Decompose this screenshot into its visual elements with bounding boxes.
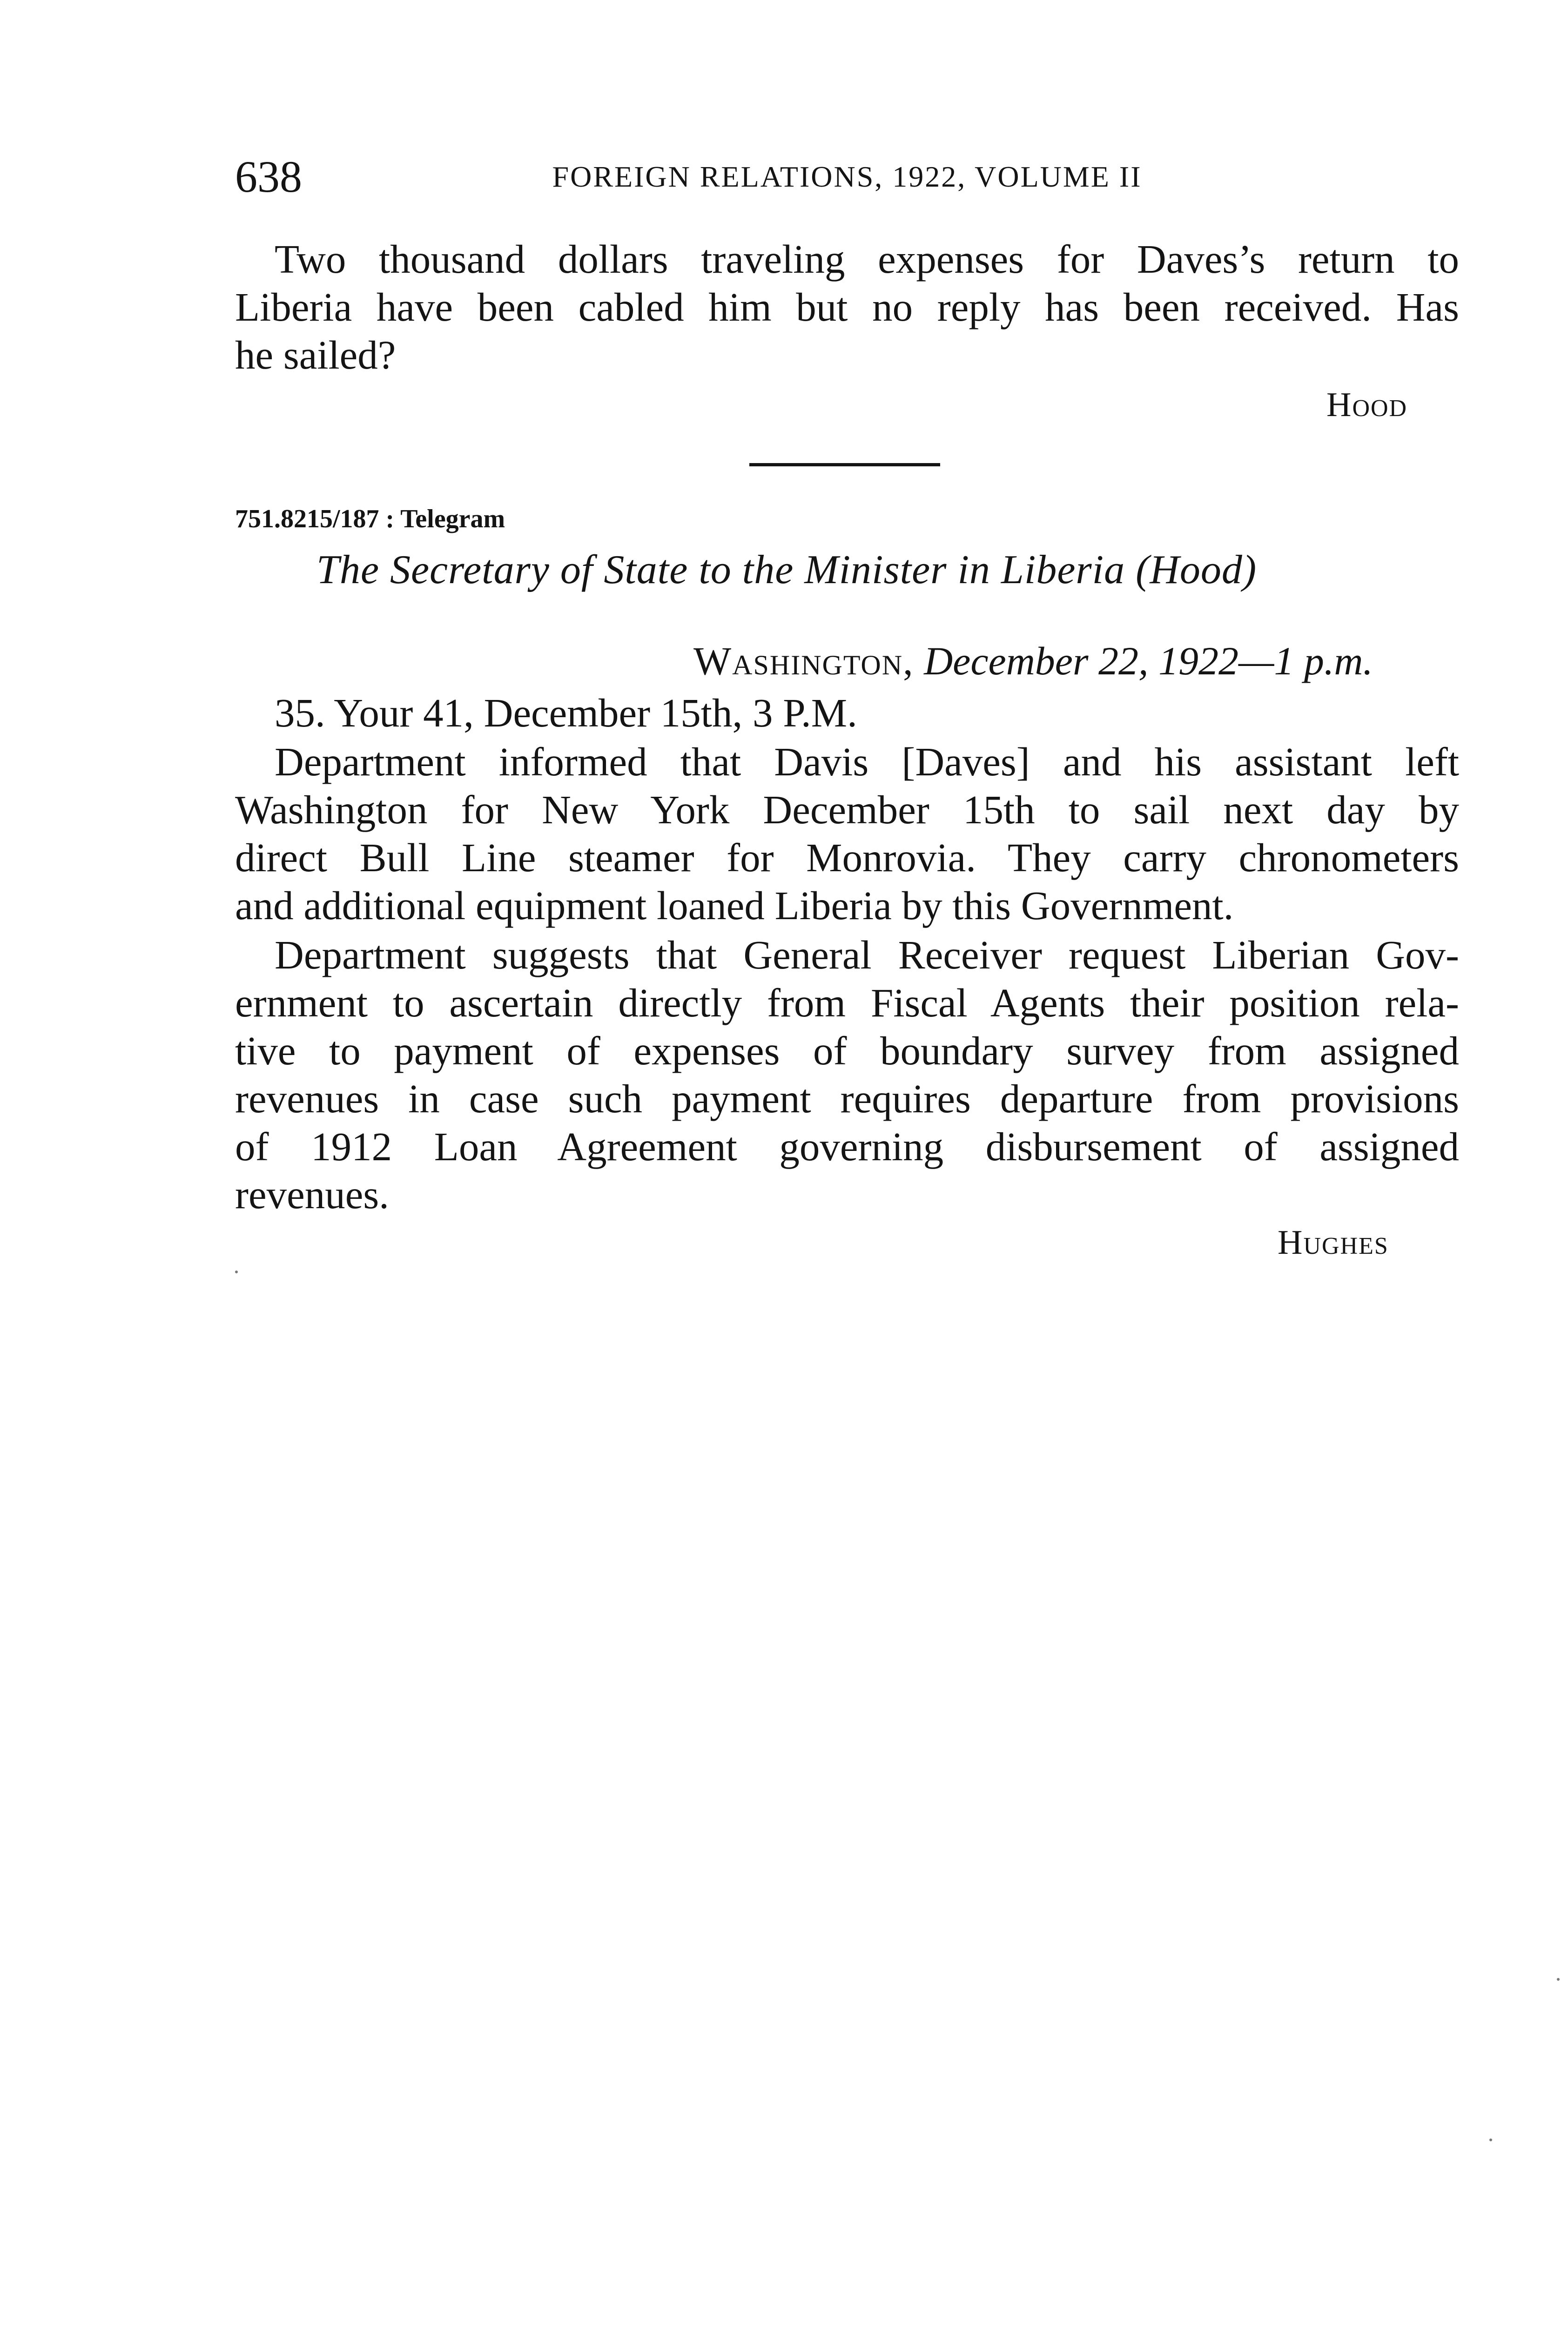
paragraph-line: Department informed that Davis [Daves] and his assistant left (275, 739, 1459, 784)
signature-hughes: Hughes (1278, 1224, 1389, 1262)
paragraph-line: revenues. (235, 1172, 389, 1217)
dateline-date: December 22, 1922—1 p.m. (924, 639, 1373, 683)
paragraph-line: revenues in case such payment requires departure from provisions (235, 1076, 1459, 1121)
paragraph-line: Two thousand dollars traveling expenses for Daves’s return to (275, 236, 1459, 282)
message-number: 35. Your 41, December 15th, 3 P.M. (275, 690, 857, 735)
paragraph-line: of 1912 Loan Agreement governing disbursement of assigned (235, 1124, 1459, 1169)
document-heading: The Secretary of State to the Minister in Liberia (Hood) (316, 547, 1257, 592)
paragraph-line: Washington for New York December 15th to sail next day by (235, 787, 1459, 832)
page-number: 638 (235, 152, 302, 202)
running-head (235, 149, 1459, 205)
paragraph-line: tive to payment of expenses of boundary survey from assigned (235, 1028, 1459, 1073)
file-reference: 751.8215/187 : Telegram (235, 504, 505, 533)
paragraph-line: Liberia have been cabled him but no reply has been received. Has (235, 284, 1459, 330)
section-divider (749, 463, 940, 466)
paragraph-line: direct Bull Line steamer for Monrovia. They carry chronometers (235, 835, 1459, 880)
second-document-paragraph-2 (235, 931, 1459, 1218)
paragraph-line: Department suggests that General Receiver request Liberian Gov- (275, 932, 1459, 977)
dateline (693, 635, 1373, 686)
scan-speck (235, 1271, 238, 1273)
scan-speck (1489, 2139, 1492, 2141)
signature-hood: Hood (1326, 386, 1408, 424)
second-document-paragraph-1 (235, 738, 1459, 929)
running-title: FOREIGN RELATIONS, 1922, VOLUME II (552, 160, 1142, 193)
scan-speck (1557, 1978, 1560, 1981)
paragraph-line: he sailed? (235, 332, 396, 377)
paragraph-line: ernment to ascertain directly from Fiscal Agents their position rela- (235, 980, 1459, 1025)
first-document-paragraph (235, 235, 1459, 379)
dateline-place: Washington, (693, 639, 914, 683)
paragraph-line: and additional equipment loaned Liberia by this Government. (235, 883, 1234, 928)
